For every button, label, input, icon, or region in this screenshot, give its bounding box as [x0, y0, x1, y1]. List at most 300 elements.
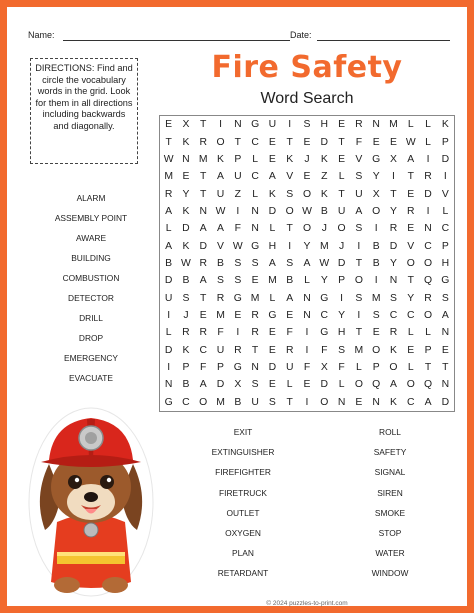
grid-letter[interactable]: U — [216, 188, 225, 200]
grid-letter[interactable]: I — [374, 275, 378, 287]
grid-letter[interactable]: T — [390, 188, 397, 200]
grid-letter[interactable]: N — [372, 396, 380, 408]
grid-letter[interactable]: K — [217, 153, 224, 165]
grid-letter[interactable]: O — [389, 362, 398, 374]
grid-letter[interactable]: D — [337, 257, 346, 269]
grid-letter[interactable]: E — [303, 171, 311, 183]
grid-letter[interactable]: D — [164, 344, 173, 356]
grid-letter[interactable]: E — [251, 275, 259, 287]
grid-letter[interactable]: D — [199, 240, 207, 252]
grid-letter[interactable]: O — [406, 379, 415, 391]
grid-letter[interactable]: O — [216, 136, 225, 148]
grid-letter[interactable]: I — [374, 223, 378, 235]
grid-letter[interactable]: B — [320, 205, 328, 217]
grid-letter[interactable]: T — [286, 223, 293, 235]
grid-letter[interactable]: K — [182, 240, 190, 252]
grid-letter[interactable]: U — [164, 292, 173, 304]
grid-letter[interactable]: E — [355, 396, 363, 408]
grid-letter[interactable]: M — [216, 396, 225, 408]
grid-letter[interactable]: A — [355, 205, 363, 217]
grid-letter[interactable]: L — [252, 153, 258, 165]
grid-letter[interactable]: F — [286, 327, 293, 339]
grid-letter[interactable]: G — [268, 310, 277, 322]
grid-letter[interactable]: G — [233, 362, 242, 374]
grid-letter[interactable]: L — [425, 327, 431, 339]
grid-letter[interactable]: B — [286, 275, 294, 287]
grid-letter[interactable]: I — [288, 240, 292, 252]
grid-letter[interactable]: P — [441, 136, 449, 148]
grid-letter[interactable]: O — [302, 188, 312, 200]
grid-letter[interactable]: O — [285, 205, 294, 217]
grid-letter[interactable]: T — [286, 396, 293, 408]
grid-letter[interactable]: T — [234, 136, 241, 148]
grid-letter[interactable]: G — [251, 119, 260, 131]
grid-letter[interactable]: A — [165, 240, 173, 252]
grid-letter[interactable]: H — [268, 240, 277, 252]
grid-letter[interactable]: N — [372, 119, 380, 131]
grid-letter[interactable]: N — [182, 153, 190, 165]
grid-letter[interactable]: I — [305, 344, 309, 356]
grid-letter[interactable]: T — [338, 188, 345, 200]
grid-letter[interactable]: E — [407, 188, 415, 200]
grid-letter[interactable]: K — [441, 119, 449, 131]
grid-letter[interactable]: C — [199, 344, 207, 356]
grid-letter[interactable]: L — [355, 362, 362, 374]
grid-letter[interactable]: V — [441, 188, 449, 200]
grid-letter[interactable]: G — [441, 275, 450, 287]
grid-letter[interactable]: E — [268, 344, 276, 356]
grid-letter[interactable]: Y — [320, 275, 328, 287]
word-item: DRILL — [79, 313, 103, 323]
grid-letter[interactable]: L — [252, 188, 258, 200]
grid-letter[interactable]: K — [182, 205, 190, 217]
grid-letter[interactable]: R — [407, 205, 415, 217]
grid-letter[interactable]: E — [338, 153, 346, 165]
grid-letter[interactable]: M — [371, 292, 381, 304]
grid-letter[interactable]: R — [164, 188, 173, 200]
grid-letter[interactable]: R — [234, 344, 242, 356]
grid-letter[interactable]: R — [216, 292, 225, 304]
grid-letter[interactable]: L — [407, 362, 414, 374]
grid-letter[interactable]: T — [407, 171, 414, 183]
grid-letter[interactable]: M — [389, 119, 398, 131]
grid-letter[interactable]: P — [217, 362, 224, 374]
grid-letter[interactable]: S — [389, 292, 397, 304]
grid-letter[interactable]: O — [302, 223, 312, 235]
grid-letter[interactable]: K — [389, 344, 397, 356]
grid-letter[interactable]: S — [286, 188, 294, 200]
grid-letter[interactable]: A — [268, 171, 276, 183]
grid-letter[interactable]: R — [424, 171, 432, 183]
grid-letter[interactable]: I — [219, 119, 222, 131]
grid-letter[interactable]: F — [303, 362, 311, 374]
grid-letter[interactable]: E — [338, 119, 346, 131]
grid-letter[interactable]: O — [354, 379, 363, 391]
grid-letter[interactable]: A — [165, 205, 173, 217]
grid-letter[interactable]: D — [268, 362, 277, 374]
grid-letter[interactable]: R — [251, 327, 259, 339]
grid-letter[interactable]: I — [288, 119, 292, 131]
grid-letter[interactable]: T — [286, 136, 293, 148]
grid-letter[interactable]: M — [319, 240, 329, 252]
grid-letter[interactable]: E — [389, 136, 397, 148]
letter-grid[interactable] — [159, 115, 455, 412]
grid-letter[interactable]: D — [216, 379, 225, 391]
word-item: COMBUSTION — [62, 273, 120, 283]
grid-letter[interactable]: I — [392, 171, 395, 183]
grid-letter[interactable]: L — [407, 327, 414, 339]
grid-letter[interactable]: P — [424, 344, 432, 356]
grid-letter[interactable]: V — [217, 240, 224, 252]
grid-letter[interactable]: F — [355, 136, 363, 148]
grid-letter[interactable]: W — [302, 205, 312, 217]
grid-letter[interactable]: U — [251, 396, 259, 408]
grid-letter[interactable]: B — [217, 257, 224, 269]
grid-letter[interactable]: U — [234, 171, 242, 183]
grid-letter[interactable]: M — [354, 344, 364, 356]
grid-letter[interactable]: K — [320, 188, 328, 200]
grid-letter[interactable]: S — [286, 257, 294, 269]
grid-letter[interactable]: E — [182, 171, 190, 183]
grid-letter[interactable]: R — [285, 344, 294, 356]
grid-letter[interactable]: S — [234, 275, 242, 287]
grid-letter[interactable]: T — [200, 119, 207, 131]
grid-letter[interactable]: I — [236, 327, 240, 339]
grid-letter[interactable]: L — [286, 379, 293, 391]
grid-letter[interactable]: X — [320, 362, 328, 374]
grid-letter[interactable]: K — [389, 396, 397, 408]
grid-letter[interactable]: J — [304, 153, 310, 165]
word-list-left — [27, 188, 155, 388]
grid-letter[interactable]: O — [337, 223, 346, 235]
grid-letter[interactable]: A — [424, 396, 432, 408]
grid-letter[interactable]: T — [355, 257, 363, 269]
grid-letter[interactable]: U — [337, 205, 346, 217]
grid-letter[interactable]: D — [164, 275, 173, 287]
grid-letter[interactable]: X — [372, 188, 380, 200]
grid-letter[interactable]: N — [199, 205, 207, 217]
grid-letter[interactable]: Z — [321, 171, 328, 183]
grid-letter[interactable]: S — [234, 257, 242, 269]
grid-letter[interactable]: S — [217, 275, 224, 287]
grid-letter[interactable]: O — [372, 344, 381, 356]
grid-letter[interactable]: S — [355, 223, 363, 235]
grid-letter[interactable]: U — [268, 119, 277, 131]
grid-letter[interactable]: B — [165, 257, 173, 269]
grid-letter[interactable]: D — [424, 188, 432, 200]
grid-letter[interactable]: G — [320, 292, 329, 304]
page-title: Fire Safety — [211, 50, 403, 85]
grid-letter[interactable]: A — [303, 257, 311, 269]
grid-letter[interactable]: V — [407, 240, 415, 252]
grid-letter[interactable]: A — [217, 223, 224, 235]
grid-letter[interactable]: I — [357, 310, 361, 322]
grid-letter[interactable]: J — [183, 310, 189, 322]
grid-letter[interactable]: S — [251, 379, 259, 391]
grid-letter[interactable]: R — [389, 327, 398, 339]
grid-letter[interactable]: K — [182, 344, 190, 356]
grid-letter[interactable]: C — [424, 240, 432, 252]
grid-letter[interactable]: I — [426, 153, 430, 165]
grid-letter[interactable]: L — [165, 327, 172, 339]
grid-letter[interactable]: S — [441, 292, 449, 304]
grid-letter[interactable]: W — [181, 257, 191, 269]
grid-letter[interactable]: A — [389, 379, 397, 391]
grid-letter[interactable]: C — [389, 310, 398, 322]
grid-letter[interactable]: R — [355, 119, 363, 131]
grid-letter[interactable]: E — [407, 223, 415, 235]
grid-letter[interactable]: W — [405, 136, 416, 148]
grid-letter[interactable]: A — [268, 257, 276, 269]
grid-letter[interactable]: W — [215, 205, 226, 217]
grid-letter[interactable]: B — [182, 275, 190, 287]
grid-letter[interactable]: T — [251, 344, 259, 356]
grid-letter[interactable]: K — [320, 153, 328, 165]
grid-letter[interactable]: E — [234, 310, 242, 322]
grid-letter[interactable]: Y — [407, 292, 415, 304]
grid-letter[interactable]: U — [216, 344, 225, 356]
grid-letter[interactable]: O — [424, 310, 433, 322]
grid-letter[interactable]: W — [232, 240, 243, 252]
word-item: SIREN — [377, 487, 403, 498]
grid-letter[interactable]: F — [200, 362, 207, 374]
grid-letter[interactable]: T — [200, 292, 207, 304]
grid-letter[interactable]: N — [389, 275, 398, 287]
grid-letter[interactable]: R — [424, 292, 432, 304]
grid-letter[interactable]: S — [338, 344, 346, 356]
grid-letter[interactable]: V — [286, 171, 294, 183]
grid-letter[interactable]: E — [303, 379, 311, 391]
grid-letter[interactable]: N — [441, 327, 450, 339]
grid-letter[interactable]: L — [407, 119, 414, 131]
grid-letter[interactable]: D — [320, 136, 329, 148]
grid-letter[interactable]: H — [337, 327, 346, 339]
grid-letter[interactable]: A — [199, 223, 207, 235]
grid-letter[interactable]: X — [182, 119, 190, 131]
grid-letter[interactable]: C — [251, 136, 259, 148]
grid-letter[interactable]: F — [338, 362, 345, 374]
grid-letter[interactable]: D — [182, 223, 190, 235]
grid-letter[interactable]: J — [338, 240, 345, 252]
grid-letter[interactable]: L — [338, 171, 345, 183]
grid-letter[interactable]: I — [305, 396, 309, 408]
grid-letter[interactable]: Q — [424, 275, 433, 287]
grid-letter[interactable]: S — [268, 396, 276, 408]
grid-letter[interactable]: L — [269, 292, 276, 304]
grid-letter[interactable]: N — [303, 292, 311, 304]
grid-letter[interactable]: D — [268, 205, 277, 217]
grid-letter[interactable]: M — [268, 275, 277, 287]
grid-letter[interactable]: D — [441, 153, 450, 165]
grid-letter[interactable]: E — [303, 136, 311, 148]
grid-letter[interactable]: W — [163, 153, 174, 165]
grid-letter[interactable]: E — [286, 310, 294, 322]
grid-letter[interactable]: M — [198, 153, 208, 165]
grid-letter[interactable]: N — [424, 223, 432, 235]
grid-letter[interactable]: M — [164, 171, 173, 183]
grid-letter[interactable]: B — [372, 240, 380, 252]
grid-letter[interactable]: I — [236, 205, 240, 217]
grid-letter[interactable]: C — [441, 223, 450, 235]
grid-letter[interactable]: Y — [303, 240, 311, 252]
grid-letter[interactable]: A — [441, 310, 449, 322]
grid-letter[interactable]: C — [320, 310, 329, 322]
grid-letter[interactable]: O — [424, 257, 433, 269]
grid-letter[interactable]: N — [303, 310, 311, 322]
grid-letter[interactable]: K — [182, 136, 190, 148]
grid-letter[interactable]: I — [167, 362, 171, 374]
grid-letter[interactable]: S — [372, 310, 380, 322]
grid-letter[interactable]: I — [340, 292, 344, 304]
grid-letter[interactable]: R — [251, 310, 259, 322]
grid-letter[interactable]: A — [217, 171, 224, 183]
grid-letter[interactable]: U — [355, 188, 363, 200]
grid-letter[interactable]: G — [320, 327, 329, 339]
grid-letter[interactable]: N — [441, 379, 450, 391]
grid-letter[interactable]: G — [164, 396, 173, 408]
grid-letter[interactable]: P — [182, 362, 190, 374]
grid-letter[interactable]: E — [268, 379, 276, 391]
name-label: Name: — [28, 30, 55, 40]
grid-letter[interactable]: T — [424, 362, 432, 374]
grid-letter[interactable]: N — [251, 362, 259, 374]
grid-letter[interactable]: L — [165, 223, 172, 235]
grid-letter[interactable]: P — [441, 240, 449, 252]
grid-letter[interactable]: E — [199, 310, 207, 322]
grid-letter[interactable]: S — [355, 171, 363, 183]
grid-letter[interactable]: C — [407, 396, 415, 408]
grid-letter[interactable]: R — [182, 327, 190, 339]
grid-letter[interactable]: A — [286, 292, 294, 304]
grid-letter[interactable]: N — [251, 223, 259, 235]
grid-letter[interactable]: R — [389, 223, 398, 235]
grid-letter[interactable]: I — [426, 205, 430, 217]
grid-letter[interactable]: T — [165, 136, 172, 148]
grid-letter[interactable]: Y — [372, 171, 380, 183]
grid-letter[interactable]: T — [407, 275, 414, 287]
grid-letter[interactable]: I — [167, 310, 171, 322]
grid-letter[interactable]: D — [320, 379, 329, 391]
grid-letter[interactable]: T — [200, 171, 207, 183]
grid-letter[interactable]: T — [442, 362, 449, 374]
grid-letter[interactable]: L — [269, 223, 276, 235]
grid-letter[interactable]: D — [441, 396, 450, 408]
grid-letter[interactable]: B — [182, 379, 190, 391]
grid-letter[interactable]: Y — [389, 205, 397, 217]
grid-letter[interactable]: N — [234, 119, 242, 131]
grid-letter[interactable]: E — [165, 119, 173, 131]
grid-letter[interactable]: M — [216, 310, 225, 322]
grid-letter[interactable]: G — [372, 153, 381, 165]
grid-letter[interactable]: S — [355, 292, 363, 304]
grid-letter[interactable]: O — [372, 205, 381, 217]
grid-letter[interactable]: M — [250, 292, 260, 304]
grid-letter[interactable]: A — [199, 275, 207, 287]
grid-letter[interactable]: E — [372, 327, 380, 339]
grid-letter[interactable]: T — [355, 327, 363, 339]
grid-letter[interactable]: I — [305, 327, 309, 339]
grid-letter[interactable]: S — [251, 257, 259, 269]
grid-letter[interactable]: N — [337, 396, 346, 408]
grid-letter[interactable]: E — [441, 344, 449, 356]
grid-letter[interactable]: D — [389, 240, 398, 252]
grid-letter[interactable]: E — [372, 136, 380, 148]
word-item: OXYGEN — [225, 527, 261, 538]
grid-letter[interactable]: X — [389, 153, 397, 165]
grid-letter[interactable]: R — [199, 327, 207, 339]
grid-letter[interactable]: I — [443, 171, 447, 183]
grid-letter[interactable]: U — [285, 362, 294, 374]
grid-letter[interactable]: J — [321, 223, 327, 235]
grid-letter[interactable]: F — [234, 223, 241, 235]
date-field[interactable] — [317, 40, 450, 41]
grid-letter[interactable]: Q — [372, 379, 381, 391]
grid-letter[interactable]: O — [406, 257, 415, 269]
grid-letter[interactable]: B — [234, 396, 242, 408]
grid-letter[interactable]: L — [425, 119, 431, 131]
grid-letter[interactable]: P — [338, 275, 346, 287]
name-field[interactable] — [63, 40, 290, 41]
grid-letter[interactable]: G — [251, 240, 260, 252]
word-item: FIRETRUCK — [219, 487, 267, 498]
grid-letter[interactable]: C — [407, 310, 415, 322]
grid-letter[interactable]: Y — [182, 188, 190, 200]
grid-letter[interactable]: Q — [424, 379, 433, 391]
grid-letter[interactable]: E — [268, 327, 276, 339]
grid-letter[interactable]: S — [303, 119, 311, 131]
grid-letter[interactable]: I — [357, 240, 361, 252]
grid-letter[interactable]: E — [268, 136, 276, 148]
grid-letter[interactable]: P — [234, 153, 242, 165]
grid-letter[interactable]: Z — [234, 188, 241, 200]
grid-letter[interactable]: H — [441, 257, 450, 269]
grid-letter[interactable]: L — [304, 275, 310, 287]
grid-letter[interactable]: W — [319, 257, 330, 269]
grid-letter[interactable]: C — [182, 396, 190, 408]
grid-letter[interactable]: N — [251, 205, 259, 217]
grid-letter[interactable]: Y — [389, 257, 397, 269]
grid-letter[interactable]: L — [338, 379, 345, 391]
grid-letter[interactable]: K — [268, 188, 276, 200]
grid-letter[interactable]: B — [372, 257, 380, 269]
grid-letter[interactable]: V — [355, 153, 363, 165]
grid-letter[interactable]: S — [182, 292, 190, 304]
grid-letter[interactable]: E — [407, 344, 415, 356]
grid-letter[interactable]: G — [233, 292, 242, 304]
grid-letter[interactable]: F — [217, 327, 224, 339]
grid-letter[interactable]: X — [234, 379, 242, 391]
grid-letter[interactable]: C — [251, 171, 259, 183]
grid-letter[interactable]: O — [354, 275, 363, 287]
grid-letter[interactable]: R — [199, 257, 207, 269]
grid-letter[interactable]: N — [164, 379, 173, 391]
grid-letter[interactable]: A — [407, 153, 415, 165]
grid-letter[interactable]: F — [321, 344, 328, 356]
grid-letter[interactable]: R — [199, 136, 207, 148]
grid-letter[interactable]: T — [200, 188, 207, 200]
grid-letter[interactable]: Y — [338, 310, 346, 322]
grid-letter[interactable]: T — [338, 136, 345, 148]
grid-letter[interactable]: O — [199, 396, 208, 408]
grid-letter[interactable]: L — [425, 136, 431, 148]
grid-letter[interactable]: H — [320, 119, 329, 131]
grid-letter[interactable]: O — [320, 396, 329, 408]
grid-letter[interactable]: L — [442, 205, 449, 217]
grid-letter[interactable]: P — [372, 362, 380, 374]
grid-letter[interactable]: E — [268, 153, 276, 165]
grid-letter[interactable]: K — [286, 153, 294, 165]
grid-letter[interactable]: A — [199, 379, 207, 391]
